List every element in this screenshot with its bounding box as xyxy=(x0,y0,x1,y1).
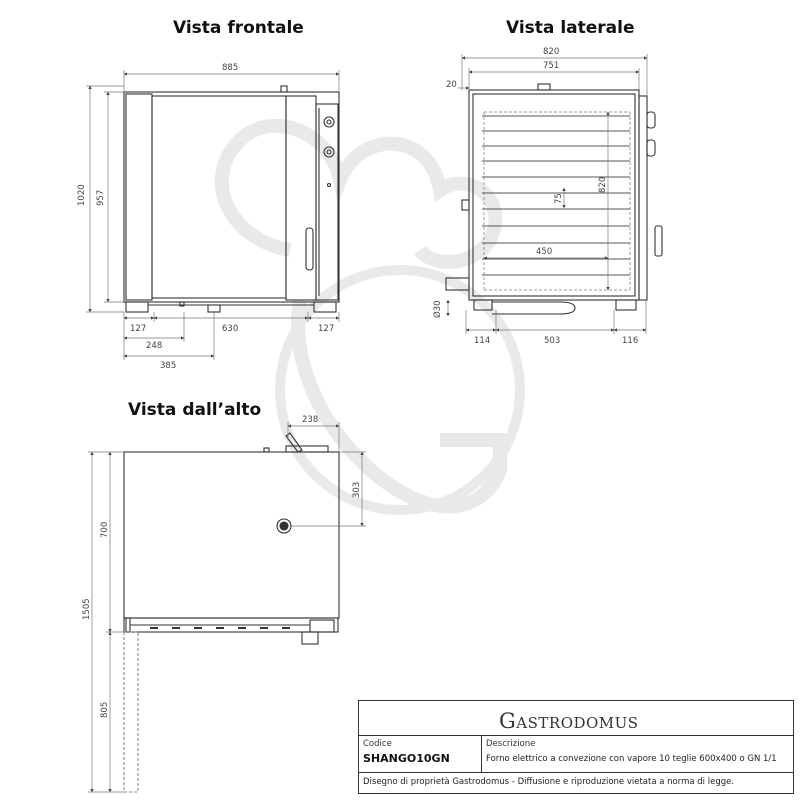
dim-side-tray-depth: 820 xyxy=(598,176,608,193)
dim-front-width: 885 xyxy=(222,63,239,73)
dim-side-drain: Ø30 xyxy=(433,300,443,318)
top-view-title: Vista dall’alto xyxy=(128,400,262,420)
front-view-title: Vista frontale xyxy=(173,18,304,38)
dim-side-depth-total: 820 xyxy=(543,47,560,57)
title-block-info-row xyxy=(359,735,793,773)
dim-front-foot-left: 127 xyxy=(130,324,147,334)
dim-front-248: 248 xyxy=(146,341,163,351)
code-label: Codice xyxy=(363,739,392,749)
dim-front-foot-span: 630 xyxy=(222,324,239,334)
title-block xyxy=(358,700,794,794)
dim-side-foot-left: 114 xyxy=(474,336,491,346)
side-view-dimension-labels xyxy=(432,47,638,346)
dim-front-foot-right: 127 xyxy=(318,324,335,334)
code-value: SHANGO10GN xyxy=(363,752,450,765)
dim-front-height-total: 1020 xyxy=(77,184,87,206)
dim-side-tray-width: 450 xyxy=(536,247,553,257)
dim-top-1505: 1505 xyxy=(82,598,92,620)
dim-top-238: 238 xyxy=(302,415,319,425)
side-view-title: Vista laterale xyxy=(506,18,635,38)
description-label: Descrizione xyxy=(486,739,536,749)
dim-side-offset: 20 xyxy=(446,80,457,90)
ownership-notice: Disegno di proprietà Gastrodomus - Diffusione e riproduzione vietata a norma di legge. xyxy=(363,777,735,787)
description-cell xyxy=(482,736,792,772)
dim-front-385: 385 xyxy=(160,361,177,371)
dim-side-foot-right: 116 xyxy=(622,336,639,346)
dim-front-height-body: 957 xyxy=(96,189,106,206)
dim-top-805: 805 xyxy=(100,701,110,718)
dim-side-depth-body: 751 xyxy=(543,61,560,71)
dim-top-700: 700 xyxy=(100,521,110,538)
description-value: Forno elettrico a convezione con vapore 10 teglie 600x400 o GN 1/1 xyxy=(486,754,777,764)
title-block-logo-row xyxy=(359,701,793,735)
dim-top-303: 303 xyxy=(352,481,362,498)
top-view-drawing xyxy=(124,433,339,792)
top-view-slots xyxy=(150,627,290,629)
logo-text: ASTRODOMUS xyxy=(516,714,639,732)
logo-initial: G xyxy=(499,709,517,733)
dim-side-tray-pitch: 75 xyxy=(554,193,564,204)
dim-side-foot-span: 503 xyxy=(544,336,561,346)
code-cell xyxy=(359,736,482,772)
gastrodomus-logo xyxy=(499,709,639,733)
